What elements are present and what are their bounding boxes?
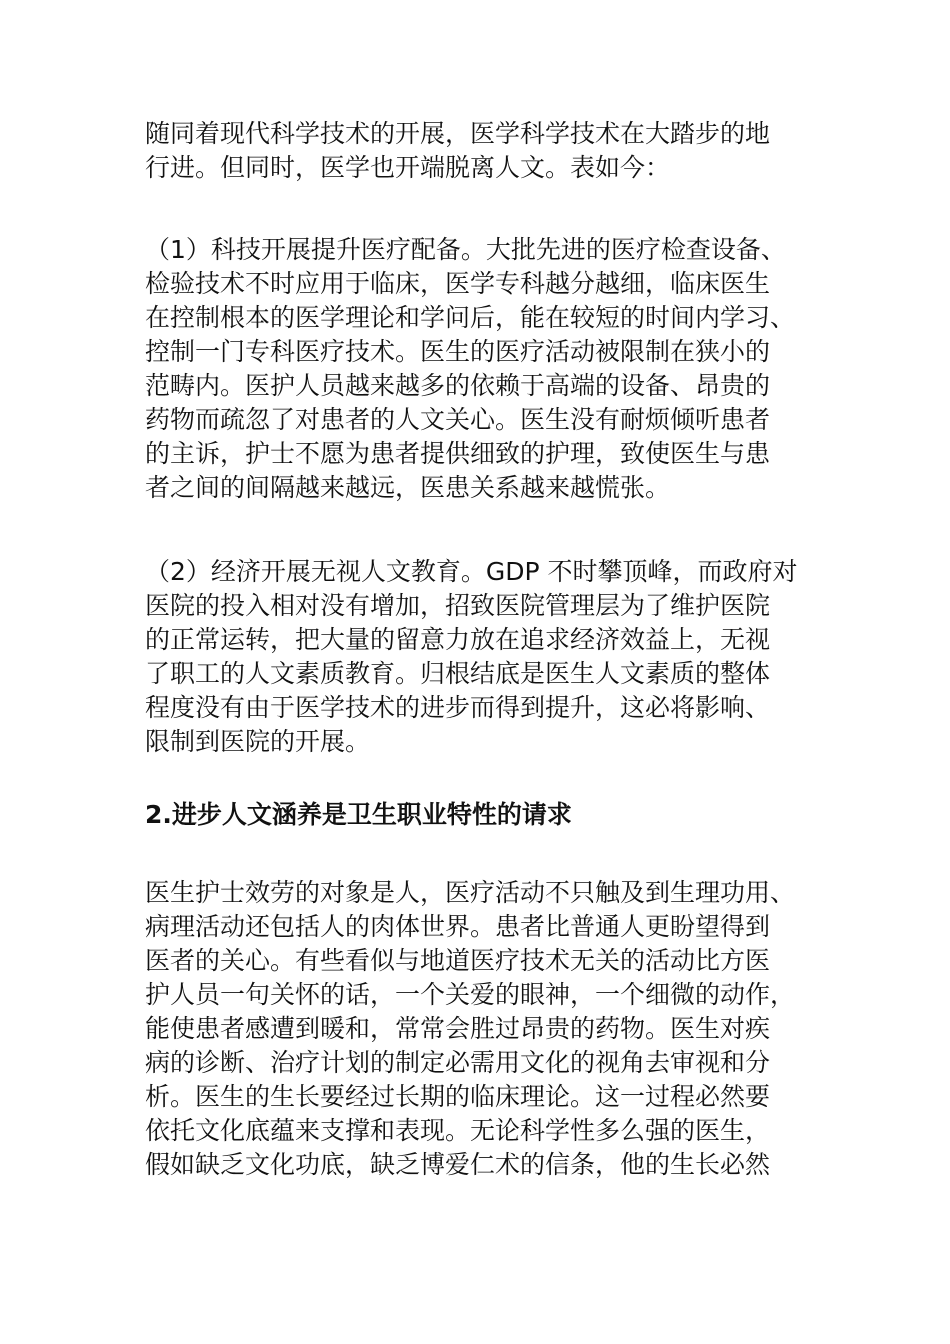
text-line: 在控制根本的医学理论和学问后，能在较短的时间内学习、	[145, 303, 796, 332]
text-line: 析。医生的生长要经过长期的临床理论。这一过程必然要	[145, 1082, 771, 1111]
text-line: 医院的投入相对没有增加，招致医院管理层为了维护医院	[145, 591, 771, 620]
paragraph-intro	[145, 117, 815, 185]
text-line: 药物而疏忽了对患者的人文关心。医生没有耐烦倾听患者	[145, 405, 771, 434]
text-line: 假如缺乏文化功底，缺乏博爱仁术的信条，他的生长必然	[145, 1150, 771, 1179]
text-line: 护人员一句关怀的话，一个关爱的眼神，一个细微的动作，	[145, 980, 796, 1009]
text-line: 随同着现代科学技术的开展，医学科学技术在大踏步的地	[145, 119, 771, 148]
text-line: 检验技术不时应用于临床，医学专科越分越细，临床医生	[145, 269, 771, 298]
text-line: 程度没有由于医学技术的进步而得到提升，这必将影响、	[145, 693, 771, 722]
section-heading	[145, 798, 815, 832]
text-line: 控制一门专科医疗技术。医生的医疗活动被限制在狭小的	[145, 337, 771, 366]
paragraph-section-2-body	[145, 876, 815, 1182]
text-line: 者之间的间隔越来越远，医患关系越来越慌张。	[145, 473, 671, 502]
text-line: （1）科技开展提升医疗配备。大批先进的医疗检查设备、	[145, 235, 786, 264]
text-line: （2）经济开展无视人文教育。GDP 不时攀顶峰，而政府对	[145, 557, 798, 586]
text-line: 的主诉，护士不愿为患者提供细致的护理，致使医生与患	[145, 439, 771, 468]
text-line: 的正常运转，把大量的留意力放在追求经济效益上，无视	[145, 625, 771, 654]
paragraph-point-2	[145, 555, 815, 759]
text-line: 了职工的人文素质教育。归根结底是医生人文素质的整体	[145, 659, 771, 688]
text-line: 医者的关心。有些看似与地道医疗技术无关的活动比方医	[145, 946, 771, 975]
text-line: 病理活动还包括人的肉体世界。患者比普通人更盼望得到	[145, 912, 771, 941]
text-line: 行进。但同时，医学也开端脱离人文。表如今：	[145, 153, 671, 182]
text-line: 限制到医院的开展。	[145, 727, 371, 756]
text-line: 能使患者感遭到暖和，常常会胜过昂贵的药物。医生对疾	[145, 1014, 771, 1043]
text-line: 医生护士效劳的对象是人，医疗活动不只触及到生理功用、	[145, 878, 796, 907]
paragraph-point-1	[145, 233, 815, 505]
text-line: 病的诊断、治疗计划的制定必需用文化的视角去审视和分	[145, 1048, 771, 1077]
text-line: 依托文化底蕴来支撑和表现。无论科学性多么强的医生，	[145, 1116, 771, 1145]
text-line: 范畴内。医护人员越来越多的依赖于高端的设备、昂贵的	[145, 371, 771, 400]
heading-text: 2.进步人文涵养是卫生职业特性的请求	[145, 800, 572, 829]
